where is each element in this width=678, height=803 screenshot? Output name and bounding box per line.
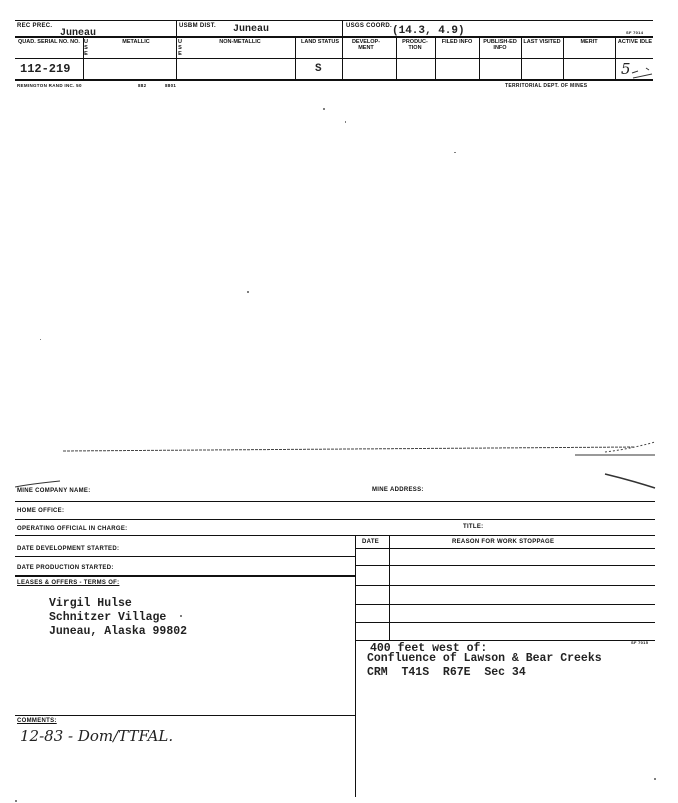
col-production: PRODUC-TION: [402, 39, 428, 51]
mine-company-name-label: MINE COMPANY NAME:: [17, 488, 91, 494]
usbm-dist-value: Juneau: [233, 24, 270, 35]
form-code-bottom: SF 7015: [631, 640, 649, 645]
scan-speck: [345, 121, 346, 123]
form-code: SF 7014: [626, 30, 644, 35]
location-line-3: CRM T41S R67E Sec 34: [367, 666, 526, 679]
scan-speck: [323, 108, 325, 110]
lessee-line-2: Schnitzer Village: [49, 611, 167, 624]
footer-code-2: 8801: [165, 83, 177, 88]
card-top-edge: [15, 440, 657, 492]
leases-label: LEASES & OFFERS - TERMS OF:: [17, 580, 120, 586]
col-non-metallic: NON-METALLIC: [219, 39, 261, 45]
date-development-label: DATE DEVELOPMENT STARTED:: [17, 546, 120, 552]
scan-speck: [654, 778, 656, 780]
scan-speck: [40, 339, 41, 340]
footer-code-1: 882: [138, 83, 147, 88]
home-office-label: HOME OFFICE:: [17, 508, 65, 514]
comments-value: 12-83 - Dom/TTFAL.: [20, 727, 174, 745]
land-status-value: S: [315, 63, 322, 75]
footer-right: TERRITORIAL DEPT. OF MINES: [505, 83, 588, 89]
col-filed-info: FILED INFO: [441, 39, 473, 45]
scan-speck: [15, 800, 17, 802]
lessee-line-1: Virgil Hulse: [49, 597, 132, 610]
rec-prec-value: Juneau: [60, 28, 97, 39]
pencil-stroke: [630, 64, 654, 80]
mine-address-label: MINE ADDRESS:: [372, 487, 424, 493]
location-line-2: Confluence of Lawson & Bear Creeks: [367, 652, 602, 665]
scan-speck: [247, 291, 249, 293]
usbm-dist-label: USBM DIST.: [179, 23, 217, 29]
footer-left: REMINGTON RAND INC. 50: [17, 83, 82, 88]
lessee-line-3: Juneau, Alaska 99802: [49, 625, 188, 638]
serial-value: 112-219: [20, 62, 71, 76]
col-development: DEVELOP-MENT: [351, 39, 381, 51]
col-land-status: LAND STATUS: [301, 39, 339, 45]
scan-speck: [454, 152, 456, 153]
usgs-coord-label: USGS COORD.: [346, 23, 392, 29]
col-published-info: PUBLISH-ED INFO: [483, 39, 517, 51]
active-mark: 5: [621, 60, 631, 78]
operating-official-label: OPERATING OFFICIAL IN CHARGE:: [17, 526, 128, 532]
col-quad-serial: QUAD. SERIAL NO. NO.: [18, 39, 80, 45]
reason-col-header: REASON FOR WORK STOPPAGE: [452, 539, 555, 545]
rec-prec-label: REC PREC.: [17, 23, 53, 29]
usgs-coord-value: (14.3, 4.9): [392, 25, 465, 37]
date-col-header: DATE: [362, 539, 380, 545]
col-merit: MERIT: [580, 39, 598, 45]
title-label: TITLE:: [463, 524, 484, 530]
col-use-metallic: U S E: [84, 39, 88, 57]
scan-speck: [180, 615, 182, 617]
date-production-label: DATE PRODUCTION STARTED:: [17, 565, 114, 571]
col-use-nonmetallic: U S E: [178, 39, 182, 57]
location-line-1: 400 feet west of:: [370, 642, 488, 655]
col-active-idle: ACTIVE IDLE: [617, 39, 653, 45]
col-metallic: METALLIC: [122, 39, 150, 45]
comments-label: COMMENTS:: [17, 718, 57, 724]
col-last-visited: LAST VISITED: [523, 39, 561, 45]
